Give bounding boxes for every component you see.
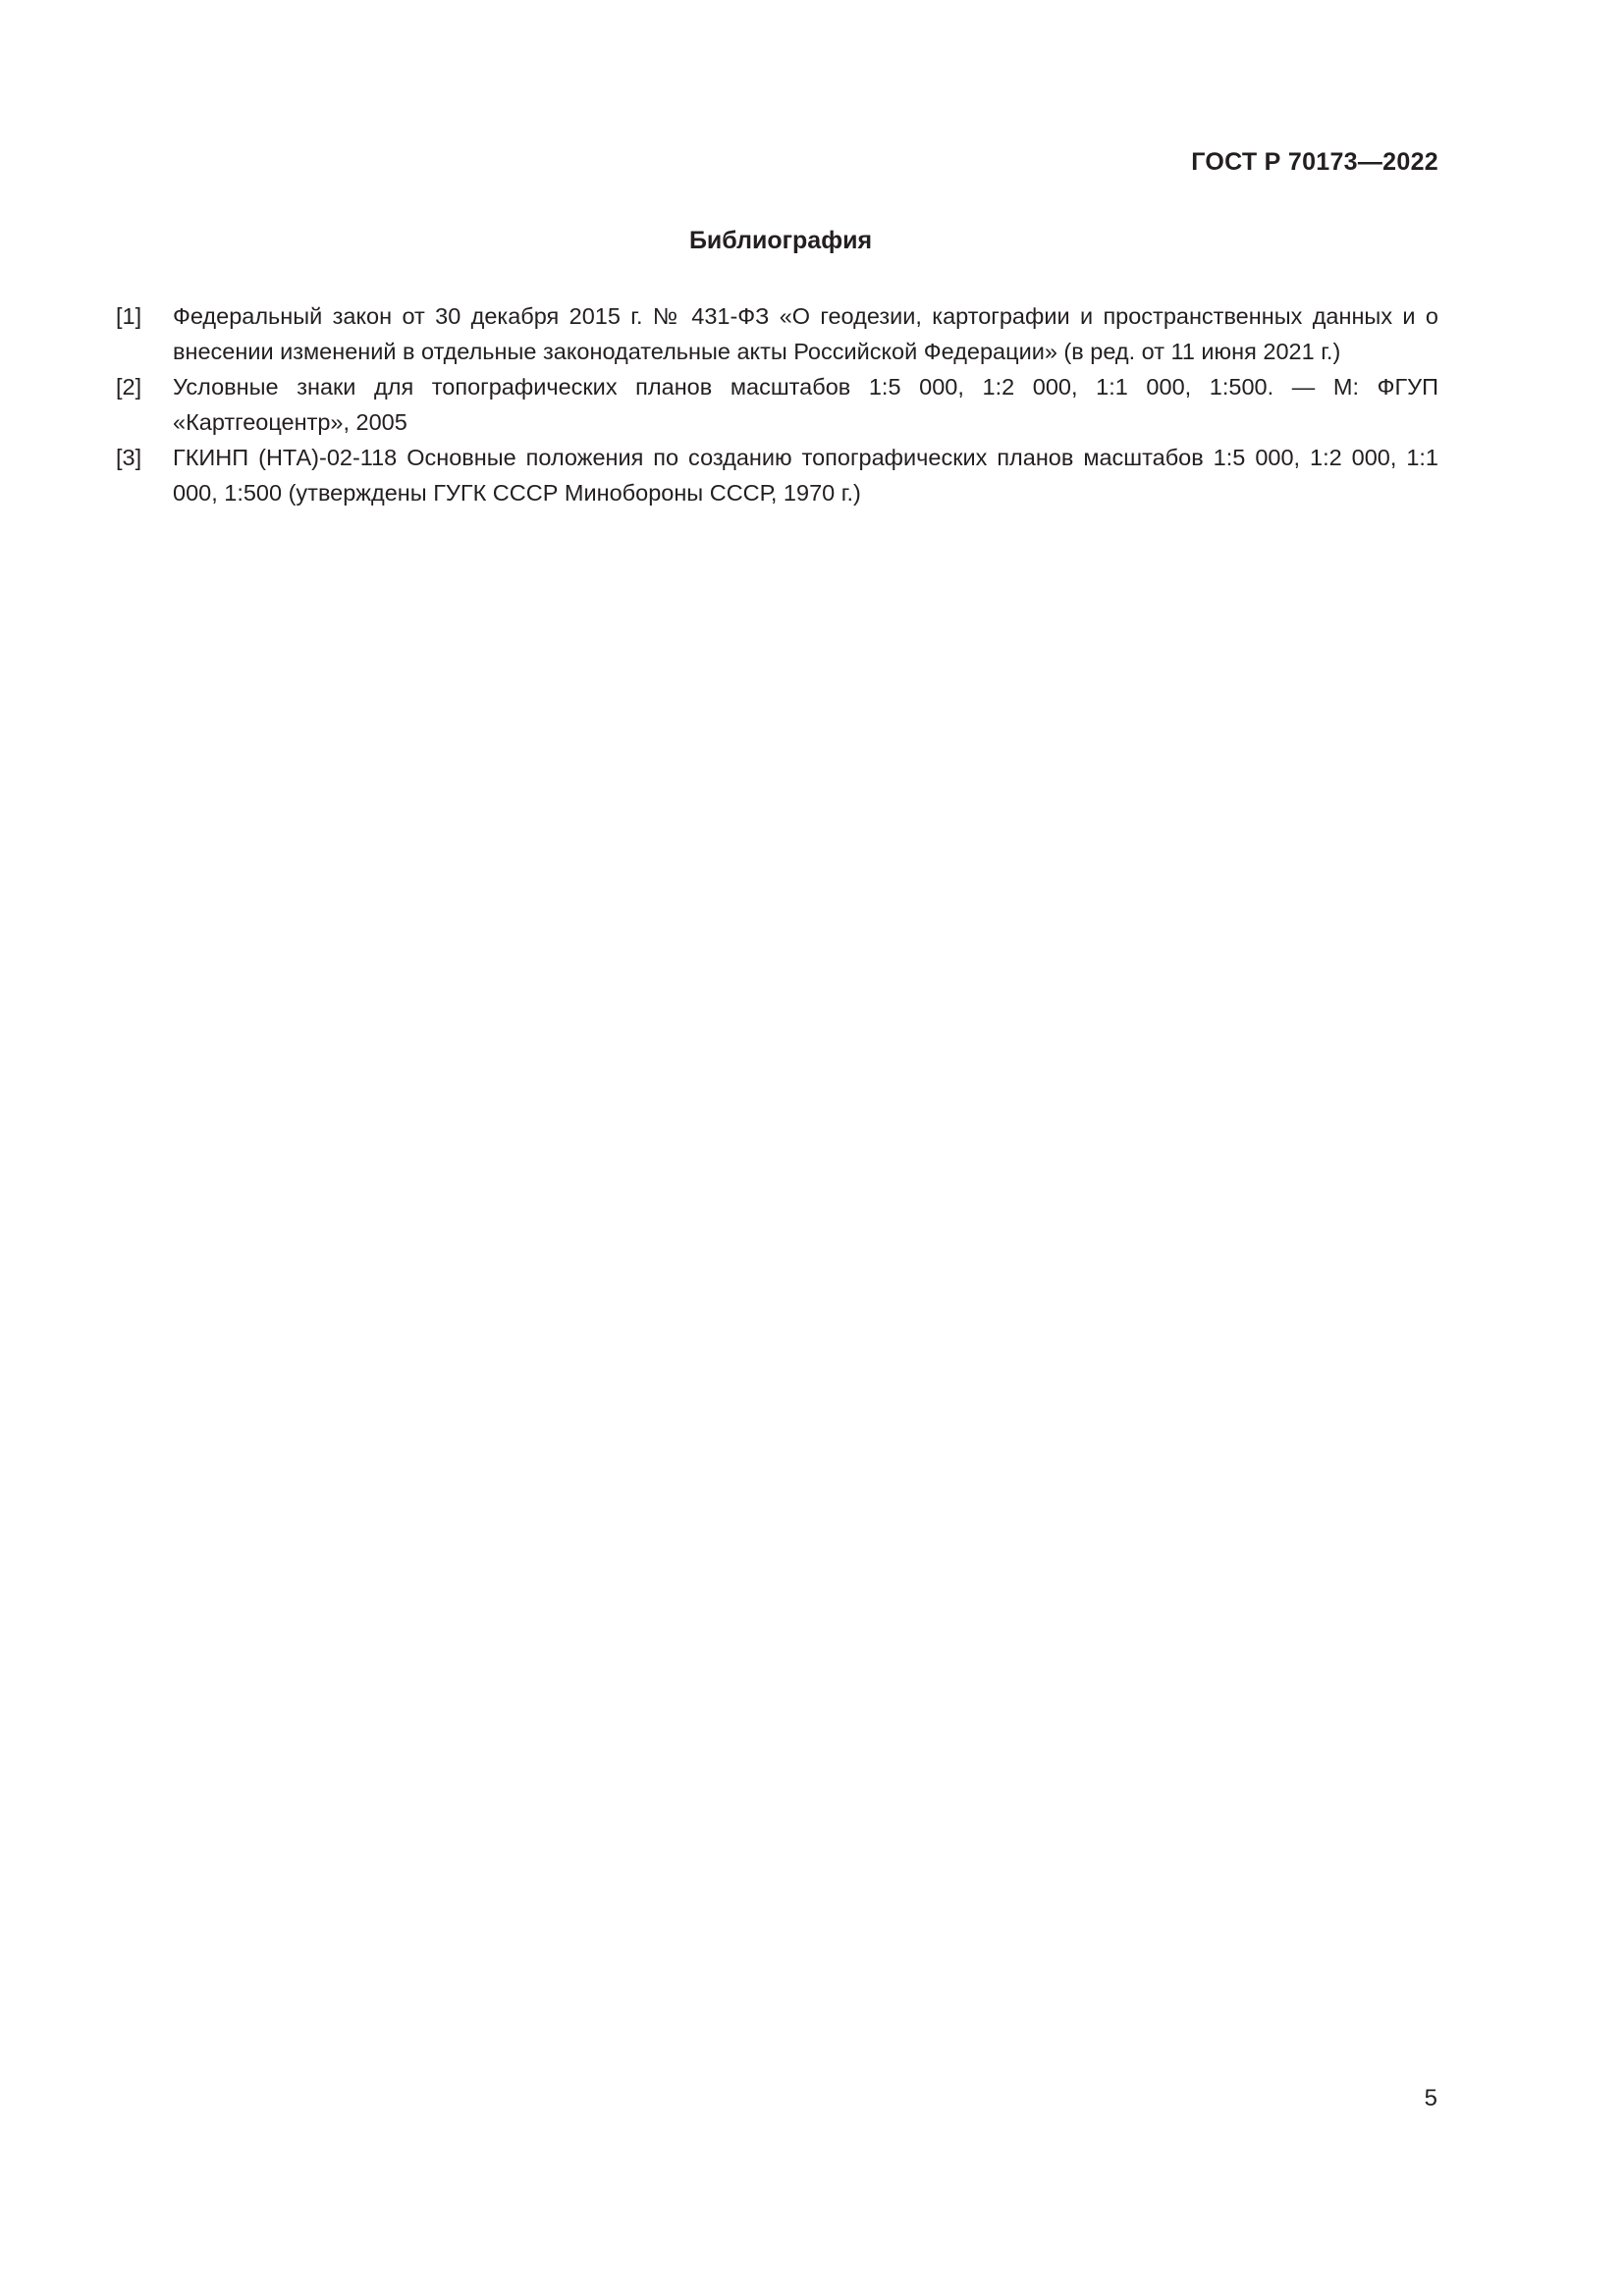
- bibliography-number: [3]: [116, 445, 142, 470]
- bibliography-text: ГКИНП (НТА)-02-118 Основные положения по созданию топографических планов масштабов 1:5 000, 1:2 000, 1:1 000, 1:500 (утверждены ГУГК СССР Минобороны СССР, 1970 г.): [173, 445, 1438, 506]
- bibliography-item-3: [116, 440, 1438, 510]
- section-title: Библиография: [688, 227, 873, 254]
- document-code: ГОСТ Р 70173—2022: [1191, 148, 1438, 176]
- bibliography-item-2: [116, 369, 1438, 440]
- bibliography-text: Условные знаки для топографических планов масштабов 1:5 000, 1:2 000, 1:1 000, 1:500. — М: ФГУП «Картгеоцентр», 2005: [173, 374, 1438, 435]
- bibliography-number: [1]: [116, 303, 142, 329]
- bibliography-number: [2]: [116, 374, 142, 400]
- page-number: 5: [1424, 2085, 1437, 2111]
- bibliography-text: Федеральный закон от 30 декабря 2015 г. № 431-ФЗ «О геодезии, картографии и пространственных данных и о внесении изменений в отдельные законодательные акты Российской Федерации» (в ред. от 11 июня 2021 г.): [173, 303, 1438, 364]
- bibliography-list: [116, 298, 1438, 510]
- bibliography-item-1: [116, 298, 1438, 369]
